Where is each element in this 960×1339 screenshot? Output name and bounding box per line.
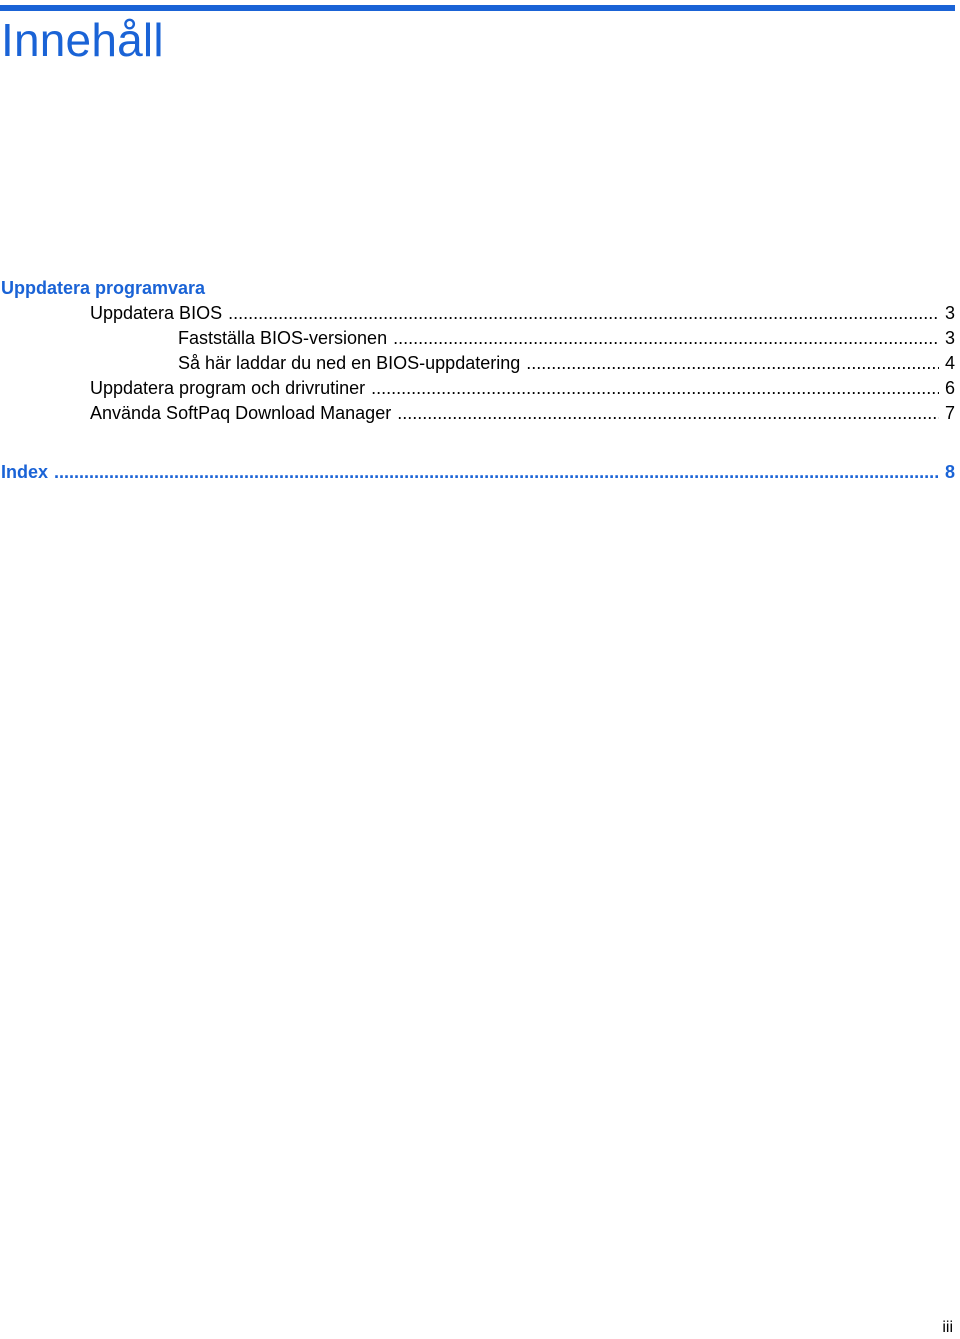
- toc-chapter-heading[interactable]: Uppdatera programvara: [1, 278, 206, 298]
- toc-entry-ladda-ned-bios-uppdatering[interactable]: [0, 351, 955, 376]
- toc-dot-leader: [393, 326, 939, 351]
- toc-entry-anvanda-softpaq-download-manager[interactable]: [0, 401, 955, 426]
- toc-entry-page: 8: [944, 462, 955, 482]
- toc-entry-page: 3: [944, 303, 955, 323]
- toc-dot-leader: [228, 301, 939, 326]
- footer-page-number: iii: [942, 1319, 953, 1336]
- toc-entry-label: Uppdatera program och drivrutiner: [90, 378, 366, 398]
- toc-entry-faststalla-bios-versionen[interactable]: [0, 326, 955, 351]
- toc-entry-uppdatera-program-och-drivrutiner[interactable]: [0, 376, 955, 401]
- toc-dot-leader: [54, 460, 939, 485]
- toc-entry-label: Index: [1, 462, 49, 482]
- toc-entry-label: Så här laddar du ned en BIOS-uppdatering: [178, 353, 521, 373]
- toc-entry-page: 6: [944, 378, 955, 398]
- toc-entry-index[interactable]: [0, 460, 955, 485]
- toc-entry-label: Fastställa BIOS-versionen: [178, 328, 388, 348]
- toc-entry-label: Använda SoftPaq Download Manager: [90, 403, 392, 423]
- toc-dot-leader: [526, 351, 939, 376]
- table-of-contents: [0, 276, 955, 426]
- toc-entry-label: Uppdatera BIOS: [90, 303, 223, 323]
- toc-entry-page: 3: [944, 328, 955, 348]
- page-title: Innehåll: [1, 14, 164, 66]
- toc-dot-leader: [397, 401, 939, 426]
- toc-dot-leader: [371, 376, 939, 401]
- toc-entry-uppdatera-bios[interactable]: [0, 301, 955, 326]
- toc-entry-page: 7: [944, 403, 955, 423]
- toc-entry-page: 4: [944, 353, 955, 373]
